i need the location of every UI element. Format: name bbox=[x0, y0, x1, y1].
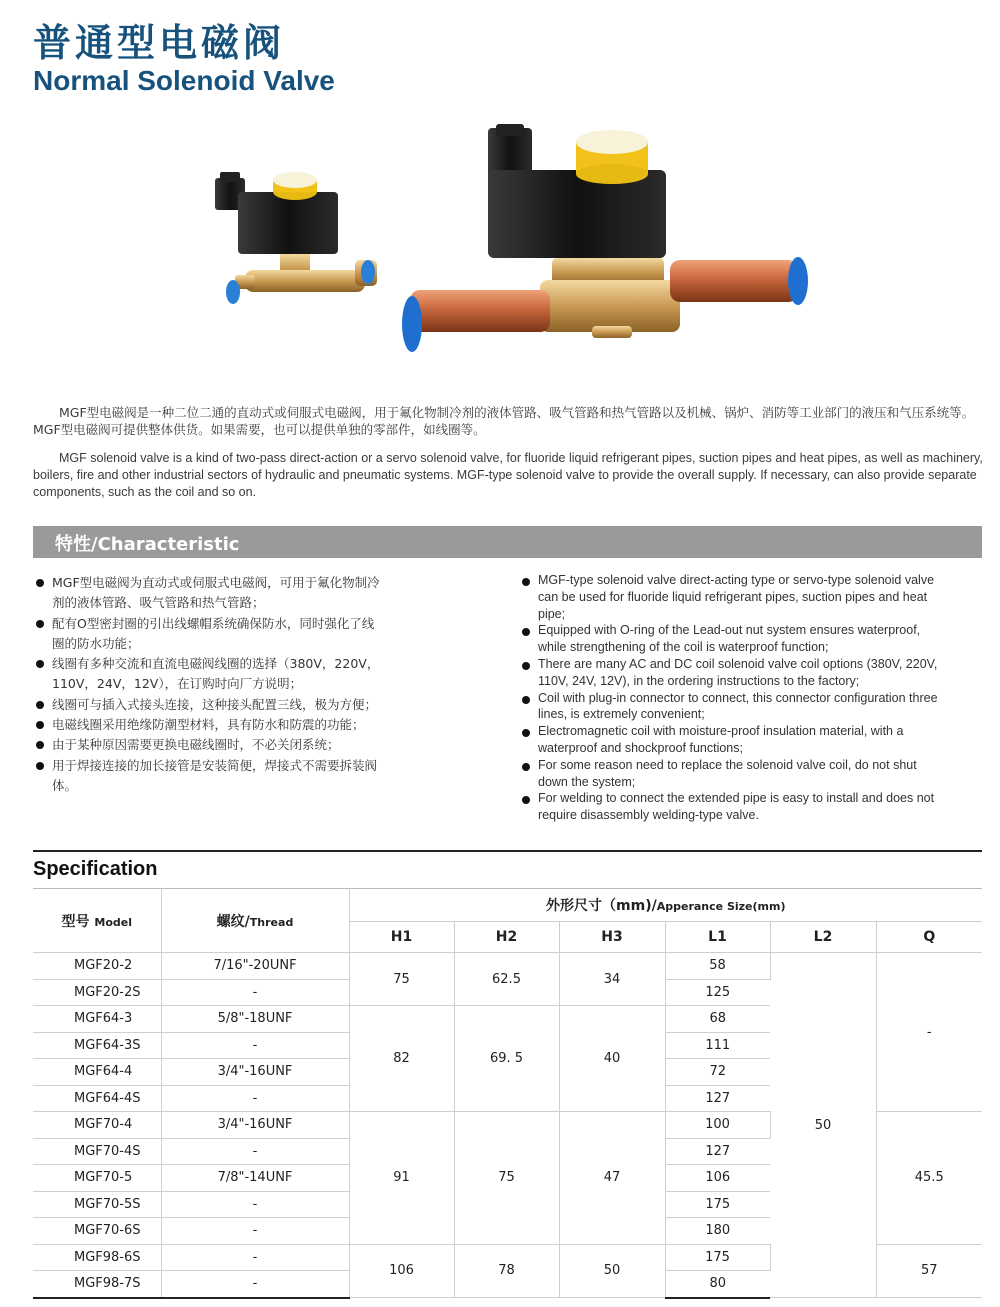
cell-h2: 69. 5 bbox=[454, 1006, 559, 1112]
col-header-q: Q bbox=[876, 922, 982, 953]
cell-thread: - bbox=[161, 979, 349, 1006]
col-header-h2: H2 bbox=[454, 922, 559, 953]
cell-model: MGF64-3 bbox=[33, 1006, 161, 1033]
col-header-thread bbox=[161, 889, 349, 953]
spec-divider bbox=[33, 850, 982, 852]
cell-h3: 47 bbox=[559, 1112, 665, 1245]
cell-q: 57 bbox=[876, 1244, 982, 1298]
cell-model: MGF70-6S bbox=[33, 1218, 161, 1245]
cell-thread: - bbox=[161, 1032, 349, 1059]
small-valve-image bbox=[215, 172, 377, 304]
cell-h3: 40 bbox=[559, 1006, 665, 1112]
characteristic-heading: 特性/Characteristic bbox=[55, 534, 240, 555]
cell-l1: 175 bbox=[665, 1191, 770, 1218]
list-item: Electromagnetic coil with moisture-proof insulation material, with a waterproof and shockproof functions; bbox=[521, 723, 941, 757]
list-item: MGF型电磁阀为直动式或伺服式电磁阀，可用于氟化物制冷剂的液体管路、吸气管路和热气管路； bbox=[35, 573, 385, 614]
cell-l1: 127 bbox=[665, 1138, 770, 1165]
list-item: Equipped with O-ring of the Lead-out nut system ensures waterproof, while strengthening of the coil is waterproof function; bbox=[521, 622, 941, 656]
cell-model: MGF70-5 bbox=[33, 1165, 161, 1192]
cell-h2: 78 bbox=[454, 1244, 559, 1298]
large-valve-image bbox=[402, 124, 808, 352]
list-item: For some reason need to replace the solenoid valve coil, do not shut down the system; bbox=[521, 757, 941, 791]
cell-thread: 3/4"-16UNF bbox=[161, 1059, 349, 1086]
cell-h1: 106 bbox=[349, 1244, 454, 1298]
cell-h3: 50 bbox=[559, 1244, 665, 1298]
cell-thread: 7/16"-20UNF bbox=[161, 953, 349, 980]
cell-thread: 5/8"-18UNF bbox=[161, 1006, 349, 1033]
cell-h1: 82 bbox=[349, 1006, 454, 1112]
cell-l1: 58 bbox=[665, 953, 770, 980]
cell-l2: 50 bbox=[770, 953, 876, 1298]
cell-thread: - bbox=[161, 1138, 349, 1165]
page-title-en: Normal Solenoid Valve bbox=[33, 65, 335, 96]
list-item: 线圈可与插入式接头连接，这种接头配置三线，极为方便； bbox=[35, 695, 385, 715]
list-item: 电磁线圈采用绝缘防潮型材料，具有防水和防震的功能； bbox=[35, 715, 385, 735]
table-row bbox=[33, 953, 982, 980]
thread-label-cn: 螺纹/ bbox=[216, 913, 250, 930]
cell-l1: 111 bbox=[665, 1032, 770, 1059]
cell-thread: - bbox=[161, 1191, 349, 1218]
cell-model: MGF20-2 bbox=[33, 953, 161, 980]
cell-model: MGF20-2S bbox=[33, 979, 161, 1006]
size-label-cn: 外形尺寸（mm)/ bbox=[546, 898, 657, 914]
cell-l1: 100 bbox=[665, 1112, 770, 1139]
cell-model: MGF64-4 bbox=[33, 1059, 161, 1086]
cell-l1: 127 bbox=[665, 1085, 770, 1112]
col-header-l1: L1 bbox=[665, 922, 770, 953]
cell-model: MGF98-7S bbox=[33, 1271, 161, 1298]
col-header-h3: H3 bbox=[559, 922, 665, 953]
cell-l1: 68 bbox=[665, 1006, 770, 1033]
product-photo bbox=[200, 120, 820, 370]
spec-title: Specification bbox=[33, 858, 158, 880]
list-item: Coil with plug-in connector to connect, this connector configuration three lines, is extremely convenient; bbox=[521, 690, 941, 724]
cell-l1: 175 bbox=[665, 1244, 770, 1271]
characteristic-heading-bar bbox=[33, 526, 982, 558]
cell-model: MGF70-5S bbox=[33, 1191, 161, 1218]
cell-thread: - bbox=[161, 1244, 349, 1271]
characteristic-list-en bbox=[521, 572, 941, 824]
list-item: 用于焊接连接的加长接管是安装简便，焊接式不需要拆装阀体。 bbox=[35, 756, 385, 797]
cell-model: MGF70-4S bbox=[33, 1138, 161, 1165]
cell-model: MGF98-6S bbox=[33, 1244, 161, 1271]
cell-l1: 125 bbox=[665, 979, 770, 1006]
page-title-cn: 普通型电磁阀 bbox=[33, 21, 286, 65]
thread-label-en: Thread bbox=[249, 915, 294, 929]
cell-l1: 106 bbox=[665, 1165, 770, 1192]
cell-thread: - bbox=[161, 1085, 349, 1112]
list-item: There are many AC and DC coil solenoid valve coil options (380V, 220V, 110V, 24V, 12V), in the ordering instructions to the factory; bbox=[521, 656, 941, 690]
cell-l1: 72 bbox=[665, 1059, 770, 1086]
cell-h2: 62.5 bbox=[454, 953, 559, 1006]
list-item: MGF-type solenoid valve direct-acting type or servo-type solenoid valve can be used for fluoride liquid refrigerant pipes, suction pipes and heat pipe; bbox=[521, 572, 941, 622]
cell-thread: - bbox=[161, 1271, 349, 1298]
cell-h2: 75 bbox=[454, 1112, 559, 1245]
spec-table bbox=[33, 888, 982, 1299]
cell-thread: - bbox=[161, 1218, 349, 1245]
size-label-en: Apperance Size(mm) bbox=[656, 900, 786, 913]
col-header-model bbox=[33, 889, 161, 953]
intro-cn bbox=[33, 404, 983, 438]
cell-q: 45.5 bbox=[876, 1112, 982, 1245]
cell-l1: 80 bbox=[665, 1271, 770, 1298]
intro-cn-text: MGF型电磁阀是一种二位二通的直动式或伺服式电磁阀，用于氟化物制冷剂的液体管路、吸气管路和热气管路以及机械、锅炉、消防等工业部门的液压和气压系统等。MGF型电磁阀可提供整体供货。如果需要，也可以提供单独的零部件，如线圈等。 bbox=[33, 405, 975, 437]
cell-model: MGF64-3S bbox=[33, 1032, 161, 1059]
col-header-h1: H1 bbox=[349, 922, 454, 953]
cell-h1: 91 bbox=[349, 1112, 454, 1245]
cell-l1: 180 bbox=[665, 1218, 770, 1245]
model-label-cn: 型号 bbox=[61, 913, 90, 930]
intro-en bbox=[33, 450, 983, 501]
model-label-en: Model bbox=[94, 915, 132, 929]
list-item: 配有O型密封圈的引出线螺帽系统确保防水，同时强化了线圈的防水功能； bbox=[35, 614, 385, 655]
cell-thread: 7/8"-14UNF bbox=[161, 1165, 349, 1192]
list-item: 由于某种原因需要更换电磁线圈时，不必关闭系统； bbox=[35, 735, 385, 755]
characteristic-list-cn bbox=[35, 573, 385, 796]
list-item: For welding to connect the extended pipe is easy to install and does not require disassembly welding-type valve. bbox=[521, 790, 941, 824]
cell-q: - bbox=[876, 953, 982, 1112]
col-header-size bbox=[349, 889, 982, 922]
cell-thread: 3/4"-16UNF bbox=[161, 1112, 349, 1139]
intro-en-text: MGF solenoid valve is a kind of two-pass direct-action or a servo solenoid valve, for fluoride liquid refrigerant pipes, suction pipes and heat pipes, as well as machinery, boilers, fire and other industrial sectors of hydraulic and pneumatic systems. MGF-type solenoid valve to provide the overall supply. If necessary, can also provide separate components, such as the coil and so on. bbox=[33, 451, 983, 499]
list-item: 线圈有多种交流和直流电磁阀线圈的选择（380V，220V，110V，24V，12V），在订购时向厂方说明； bbox=[35, 654, 385, 695]
cell-model: MGF70-4 bbox=[33, 1112, 161, 1139]
cell-model: MGF64-4S bbox=[33, 1085, 161, 1112]
cell-h3: 34 bbox=[559, 953, 665, 1006]
col-header-l2: L2 bbox=[770, 922, 876, 953]
cell-h1: 75 bbox=[349, 953, 454, 1006]
